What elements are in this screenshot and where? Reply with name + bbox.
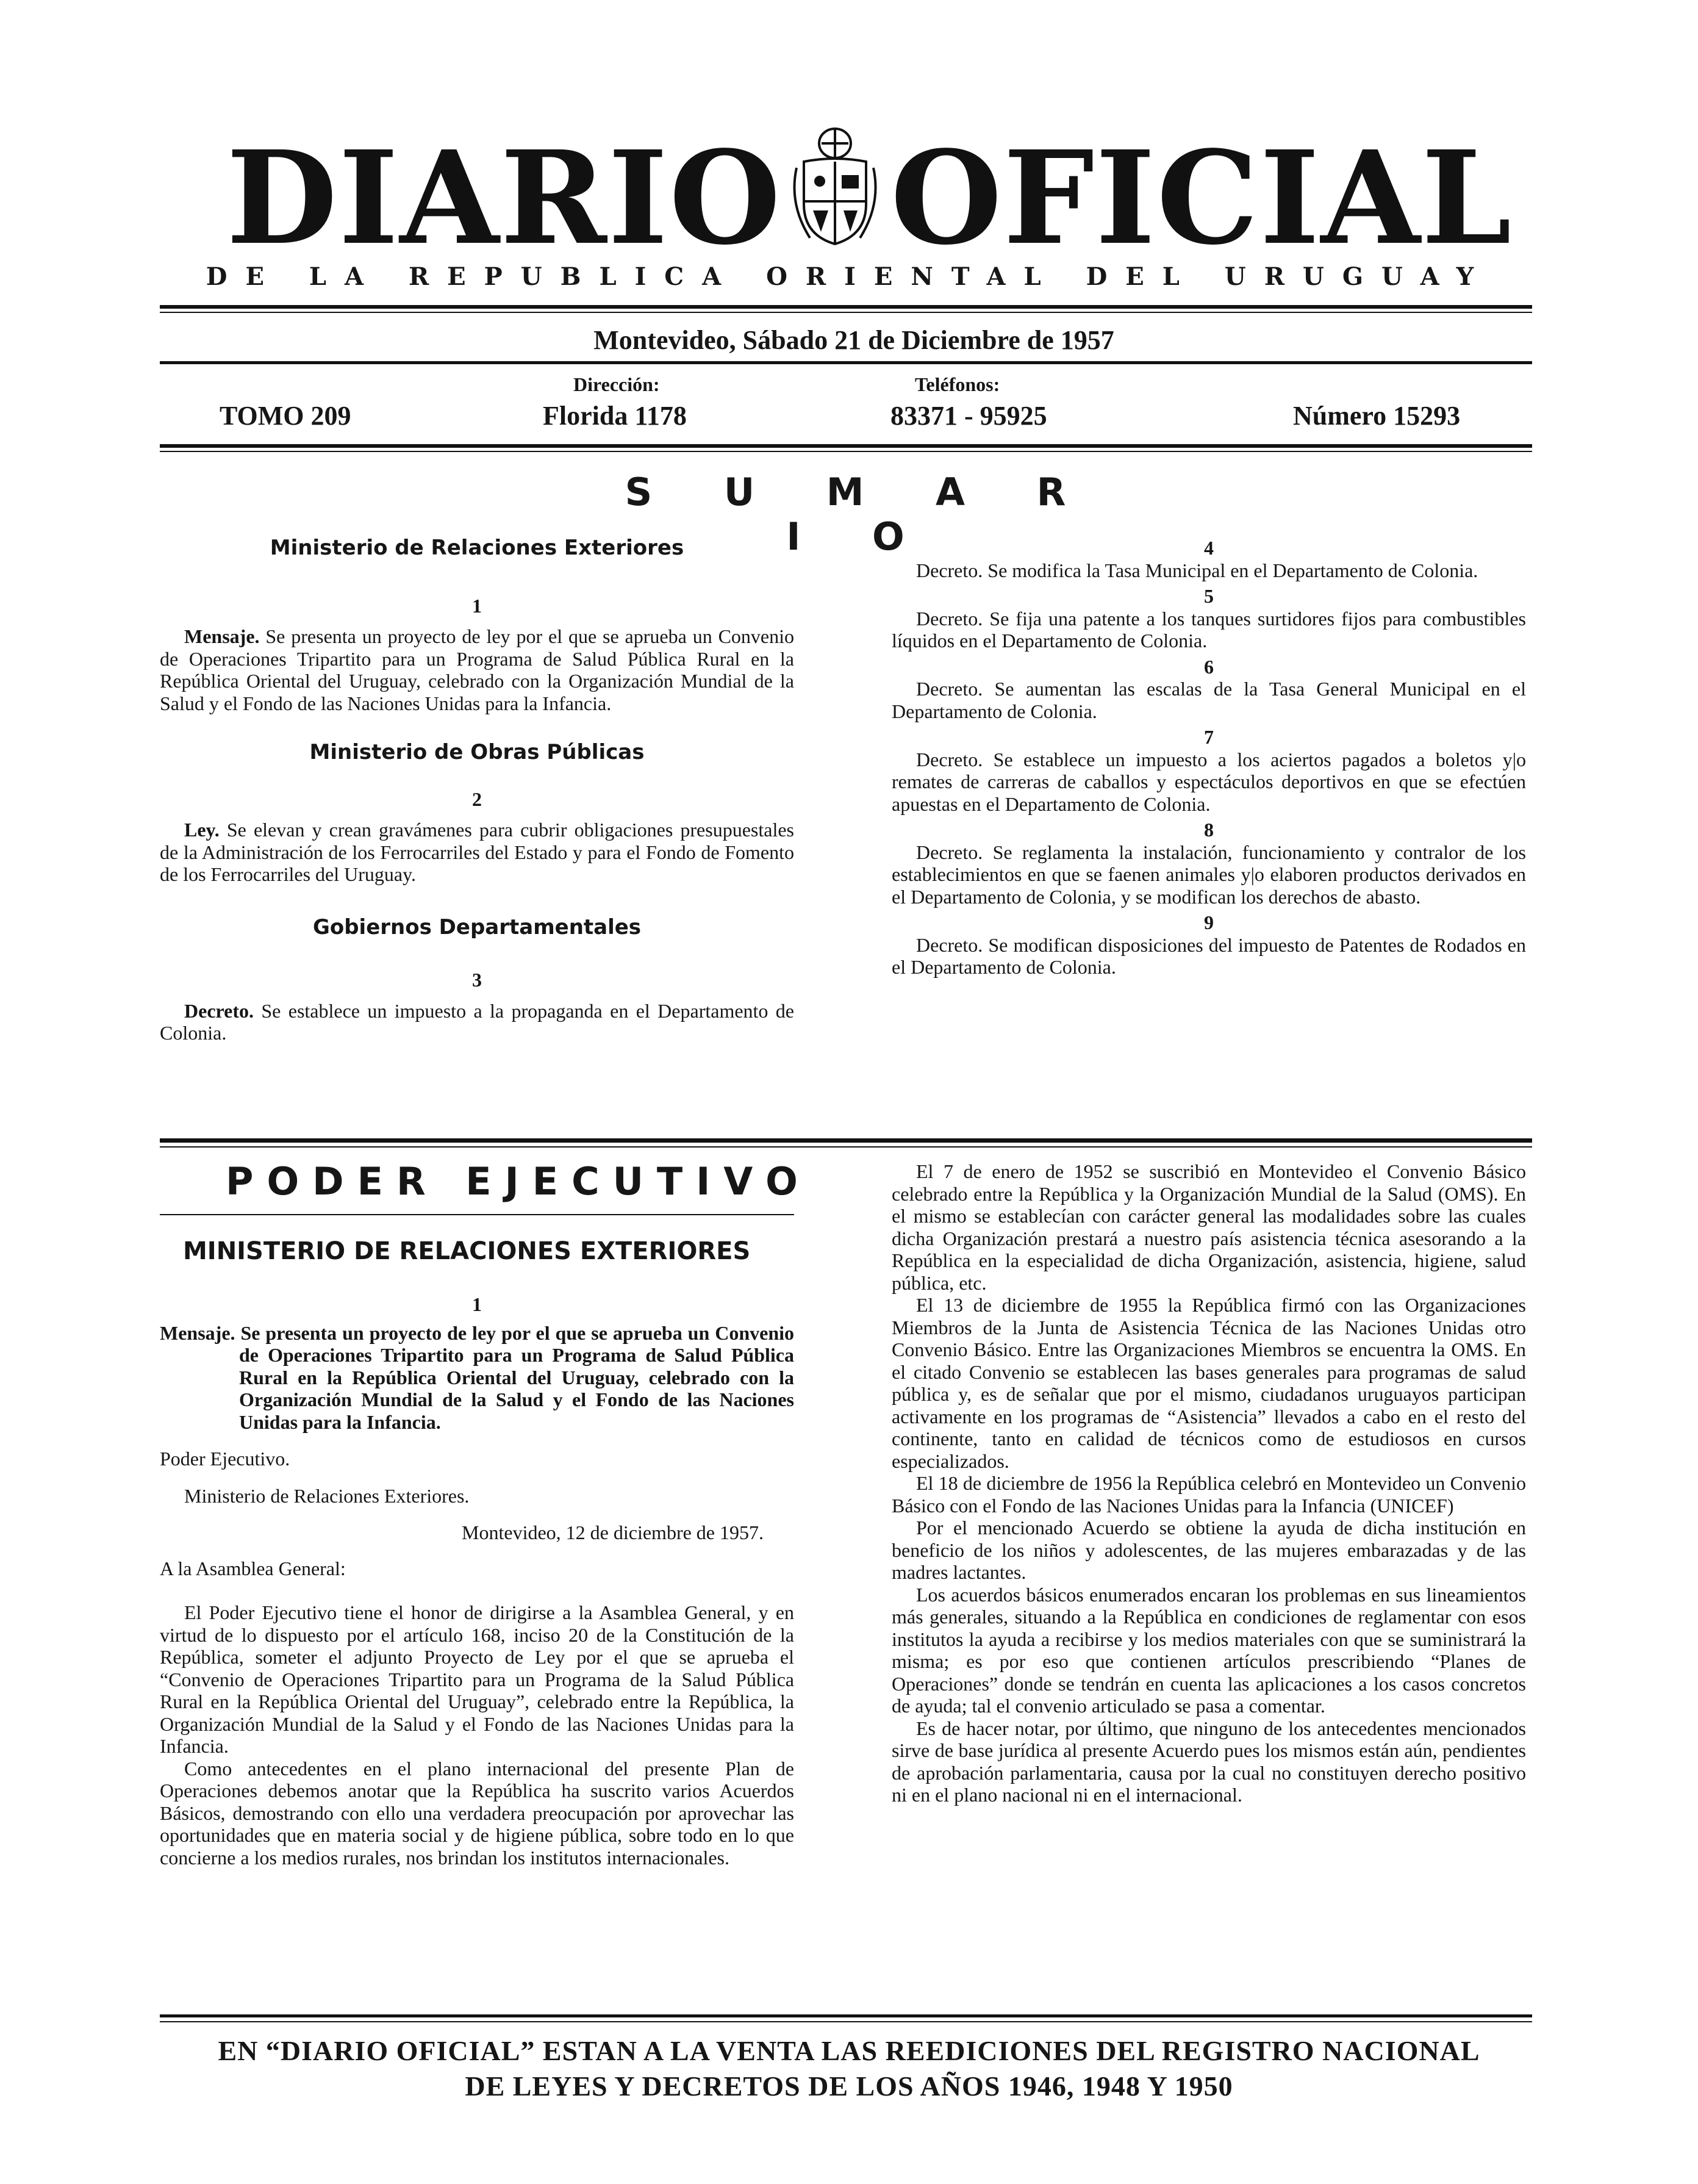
issue-number: Número 15293 [1293,401,1461,431]
sumario-item: Decreto. Se modifica la Tasa Municipal en el Departamento de Colonia. [916,559,1478,581]
item-lead: Ley. [184,819,220,841]
body-left-column [160,1293,794,1869]
divider [160,444,1532,448]
sumario-item: Decreto. Se establece un impuesto a los aciertos pagados a boletos y|o remates de carreras de caballos y espectáculos deportivos en que se efectúen apuestas en el Departamento de Colonia. [892,748,1526,815]
coat-of-arms-icon [786,119,884,253]
issue-date: Montevideo, Sábado 21 de Diciembre de 1957 [593,325,1114,355]
tomo: TOMO 209 [220,401,351,431]
item-text: Se establece un impuesto a la propaganda en el Departamento de Colonia. [160,999,794,1044]
section-title: PODER EJECUTIVO [226,1159,811,1204]
item-number: 3 [472,969,482,991]
ministry-title: MINISTERIO DE RELACIONES EXTERIORES [183,1237,751,1265]
item-text: Se presenta un proyecto de ley por el que se aprueba un Convenio de Operaciones Tripartito para un Programa de Salud Pública Rural en la República Oriental del Uruguay, celebrado con la Organización Mundial de la Salud y el Fondo de las Naciones Unidas para la Infancia. [235,1321,794,1433]
sale-notice-line: DE LEYES Y DECRETOS DE LOS AÑOS 1946, 1948 Y 1950 [465,2071,1233,2102]
divider [160,1138,1532,1143]
sale-notice [0,2033,1698,2104]
sumario-right-column [892,537,1526,979]
sumario-item [160,819,794,886]
sumario-item: Decreto. Se reglamenta la instalación, funcionamiento y contralor de los establecimientos en que se faenen animales y|o elaboren productos derivados en el Departamento de Colonia, y se modifican los derechos de abasto. [892,841,1526,908]
sumario-item: Decreto. Se fija una patente a los tanques surtidores fijos para combustibles líquidos en el Departamento de Colonia. [892,607,1526,652]
section-heading: Gobiernos Departamentales [312,914,642,939]
body-right-column [892,1160,1526,1806]
divider [160,1146,1532,1148]
paragraph: Por el mencionado Acuerdo se obtiene la ayuda de dicha institución en beneficio de los niños y adolescentes, de las mujeres embarazadas y de las madres lactantes. [892,1517,1526,1583]
sumario-title: S U M A R I O [625,470,1095,559]
item-text: Se presenta un proyecto de ley por el que se aprueba un Convenio de Operaciones Tripartito para un Programa de Salud Pública Rural en la República Oriental del Uruguay, celebrado con la Organización Mundial de la Salud y el Fondo de las Naciones Unidas para la Infancia. [160,625,794,714]
paragraph: Es de hacer notar, por último, que ninguno de los antecedentes mencionados sirve de base jurídica al presente Acuerdo pues los mismos están aún, pendientes de aprobación parlamentaria, causa por la cual no constituyen derecho positivo ni en el plano nacional ni en el internacional. [892,1717,1526,1806]
paragraph: Los acuerdos básicos enumerados encaran los problemas en sus lineamientos más generales, situando a la República en condiciones de reglamentar con esos institutos la ayuda a recibirse y los medios materiales con que se suministrará la misma; es por eso que contienen artículos prescribiendo “Planes de Operaciones” donde se tendrán en cuenta las aplicaciones a los casos concretos de ayuda; tal el convenio articulado se pasa a comentar. [892,1583,1526,1717]
direccion: Florida 1178 [543,401,687,431]
sumario-item: Decreto. Se modifican disposiciones del impuesto de Patentes de Rodados en el Departamento de Colonia. [892,933,1526,978]
divider [160,2021,1532,2022]
paragraph: El Poder Ejecutivo tiene el honor de dirigirse a la Asamblea General, y en virtud de lo dispuesto por el artículo 168, inciso 20 de la Constitución de la República, someter el adjunto Proyecto de Ley por el que se aprueba el “Convenio de Operaciones Tripartito para un Programa de la Salud Pública Rural en la República Oriental del Uruguay”, celebrado entre la República, la Organización Mundial de la Salud y el Fondo de las Naciones Unidas para la Infancia. [160,1601,794,1757]
paragraph: El 7 de enero de 1952 se suscribió en Montevideo el Convenio Básico celebrado entre la República y la Organización Mundial de la Salud (OMS). En el mismo se establecían con carácter general las modalidades sobre las cuales dicha Organización prestará a nuestro país asistencia técnica asesorando a la República en la especialidad de dicha Organización, asistencia, higiene, salud pública, etc. [892,1160,1526,1294]
item-number: 7 [1204,726,1214,748]
direccion-label: Dirección: [573,373,660,395]
divider [160,305,1532,309]
divider [160,2014,1532,2017]
paragraph: El 13 de diciembre de 1955 la República firmó con las Organizaciones Miembros de la Junta de Asistencia Técnica de las Naciones Unidas otro Convenio Básico. Entre las Organizaciones Miembros se encuentra la OMS. En el citado Convenio se establecen las bases generales para programas de salud pública y, es de señalar que por el mismo, ciudadanos uruguayos participan activamente en los programas de “Asistencia” llevados a cabo en el resto del continente, tanto en calidad de técnicos como de estudiosos en cursos especializados. [892,1294,1526,1472]
item-text: Se elevan y crean gravámenes para cubrir obligaciones presupuestales de la Administración de los Ferrocarriles del Estado y para el Fondo de Fomento de los Ferrocarriles del Uruguay. [160,819,794,885]
item-number: 2 [472,788,482,810]
letter-date: Montevideo, 12 de diciembre de 1957. [462,1521,764,1543]
masthead-title-right: OFICIAL [890,123,1513,273]
telefonos: 83371 - 95925 [890,401,1047,431]
item-number: 5 [1204,585,1214,607]
letter-greeting: A la Asamblea General: [160,1557,346,1579]
paragraph: El 18 de diciembre de 1956 la República celebró en Montevideo un Convenio Básico con el Fondo de las Naciones Unidas para la Infancia (UNICEF) [892,1472,1526,1517]
item-number: 9 [1204,911,1214,933]
ministerio-line: Ministerio de Relaciones Exteriores. [184,1484,470,1507]
paragraph: Como antecedentes en el plano internacional del presente Plan de Operaciones debemos anotar que la República ha suscrito varios Acuerdos Básicos, demostrando con ello una verdadera preocupación por aprovechar las oportunidades que en materia social y de higiene pública, sobre todo en lo que concierne a los medios rurales, nos brindan los institutos internacionales. [160,1757,794,1869]
item-number: 6 [1204,655,1214,678]
sumario-item [160,625,794,714]
divider [160,361,1532,364]
divider [160,451,1532,452]
item-number: 8 [1204,819,1214,841]
divider [160,312,1532,313]
telefonos-label: Teléfonos: [915,373,1000,395]
sumario-item: Decreto. Se aumentan las escalas de la Tasa General Municipal en el Departamento de Colonia. [892,678,1526,722]
item-lead: Mensaje. [184,625,260,647]
item-lead: Decreto. [184,999,254,1022]
section-heading: Ministerio de Obras Públicas [309,740,645,764]
masthead-subtitle: DE LA REPUBLICA ORIENTAL DEL URUGUAY [206,262,1492,291]
item-lead: Mensaje. [160,1321,235,1344]
item-number: 1 [472,594,482,617]
mensaje-summary [160,1322,794,1434]
item-number: 1 [472,1293,482,1315]
poder-ejecutivo-line: Poder Ejecutivo. [160,1448,290,1470]
sale-notice-line: EN “DIARIO OFICIAL” ESTAN A LA VENTA LAS REEDICIONES DEL REGISTRO NACIONAL [218,2035,1480,2066]
item-number: 4 [1204,537,1214,559]
masthead-title-left: DIARIO [226,123,782,273]
section-heading: Ministerio de Relaciones Exteriores [270,536,684,560]
divider [160,1214,794,1215]
sumario-left-column [160,537,794,1044]
sumario-item [160,1000,794,1044]
